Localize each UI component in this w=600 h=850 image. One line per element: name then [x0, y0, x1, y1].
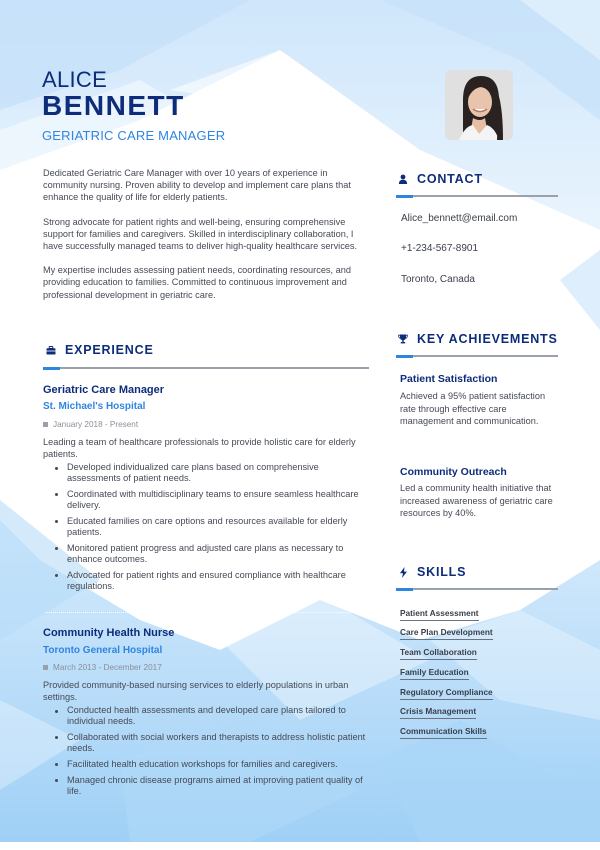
experience-section-header: [45, 343, 154, 357]
calendar-icon: [43, 422, 48, 427]
role-title: Geriatric Care Manager: [43, 384, 165, 396]
summary-paragraph: My expertise includes assessing patient needs, coordinating resources, and providing education to families. Committed to continuous improvement and professional development in geriatric care.: [43, 265, 351, 300]
role-dates: [43, 420, 138, 429]
achievements-section-header: [397, 332, 558, 346]
summary-paragraph: Dedicated Geriatric Care Manager with over 10 years of experience in community nursing. Proven ability to develop and implement care plans that enhance the quality of life for elderly patients.: [43, 168, 351, 203]
skill-item: Patient Assessment: [400, 608, 479, 621]
contact-email[interactable]: Alice_bennett@email.com: [401, 213, 518, 224]
skills-divider: [396, 588, 558, 590]
divider-accent: [43, 367, 60, 370]
skill-item: Team Collaboration: [400, 647, 477, 660]
role-dates: [43, 663, 162, 672]
skill-item: Communication Skills: [400, 726, 487, 739]
role-bullet: Conducted health assessments and developed care plans tailored to individual needs.: [67, 705, 372, 727]
role-bullet: Developed individualized care plans based on comprehensive assessments of patient needs.: [67, 462, 372, 484]
skill-item: Family Education: [400, 667, 469, 680]
role-bullet: Advocated for patient rights and ensured compliance with healthcare regulations.: [67, 570, 372, 592]
role-bullet: Monitored patient progress and adjusted care plans as necessary to enhance outcomes.: [67, 543, 372, 565]
calendar-icon: [43, 665, 48, 670]
divider-accent: [396, 195, 413, 198]
achievements-title: KEY ACHIEVEMENTS: [417, 332, 558, 346]
contact-divider: [396, 195, 558, 197]
role-bullet: Collaborated with social workers and therapists to address holistic patient needs.: [67, 732, 372, 754]
role-bullet: Educated families on care options and resources available for elderly patients.: [67, 516, 372, 538]
contact-location: Toronto, Canada: [401, 274, 475, 285]
role-bullet: Managed chronic disease programs aimed at improving patient quality of life.: [67, 775, 372, 797]
achievement-title: Patient Satisfaction: [400, 373, 498, 385]
contact-section-header: [397, 172, 483, 186]
experience-divider: [43, 367, 369, 369]
portrait-image: [445, 70, 513, 140]
contact-phone[interactable]: +1-234-567-8901: [401, 243, 479, 254]
role-bullet: Facilitated health education workshops for families and caregivers.: [67, 759, 372, 770]
role-company: Toronto General Hospital: [43, 645, 163, 656]
user-icon: [397, 173, 409, 185]
skills-title: SKILLS: [417, 565, 467, 579]
lightning-icon: [397, 566, 409, 578]
role-separator: [45, 612, 370, 613]
experience-title: EXPERIENCE: [65, 343, 154, 357]
role-description: Leading a team of healthcare professionals to provide holistic care for elderly patients.: [43, 437, 356, 459]
achievement-separator: [400, 451, 550, 452]
achievement-description: Achieved a 95% patient satisfaction rate through effective care management and communication.: [400, 391, 546, 426]
last-name: BENNETT: [42, 90, 185, 121]
role-dates-text: January 2018 - Present: [53, 420, 139, 429]
skills-section-header: [397, 565, 466, 579]
achievement-title: Community Outreach: [400, 466, 507, 478]
skill-item: Crisis Management: [400, 706, 476, 719]
achievement-description: Led a community health initiative that increased awareness of geriatric care resources by 40%.: [400, 483, 553, 518]
briefcase-icon: [45, 344, 57, 356]
role-bullet-list: [67, 462, 372, 597]
profile-photo: [445, 70, 513, 140]
skill-item: Regulatory Compliance: [400, 687, 493, 700]
divider-accent: [396, 355, 413, 358]
achievements-divider: [396, 355, 558, 357]
role-description: Provided community-based nursing services to elderly populations in urban settings.: [43, 680, 349, 702]
first-name: ALICE: [42, 67, 108, 92]
role-company: St. Michael's Hospital: [43, 401, 146, 412]
skill-item: Care Plan Development: [400, 627, 493, 640]
divider-accent: [396, 588, 413, 591]
role-dates-text: March 2013 - December 2017: [53, 663, 162, 672]
profile-summary: [43, 167, 373, 313]
summary-paragraph: Strong advocate for patient rights and well-being, ensuring comprehensive support for families and caregivers. Skilled in interdisciplinary collaboration, I have successfully managed teams to deliver high-quality healthcare services.: [43, 216, 358, 252]
role-bullet: Coordinated with multidisciplinary teams to ensure seamless healthcare delivery.: [67, 489, 372, 511]
trophy-icon: [397, 333, 409, 345]
job-title: GERIATRIC CARE MANAGER: [42, 128, 226, 143]
contact-title: CONTACT: [417, 172, 483, 186]
role-title: Community Health Nurse: [43, 627, 175, 639]
role-bullet-list: [67, 705, 372, 801]
